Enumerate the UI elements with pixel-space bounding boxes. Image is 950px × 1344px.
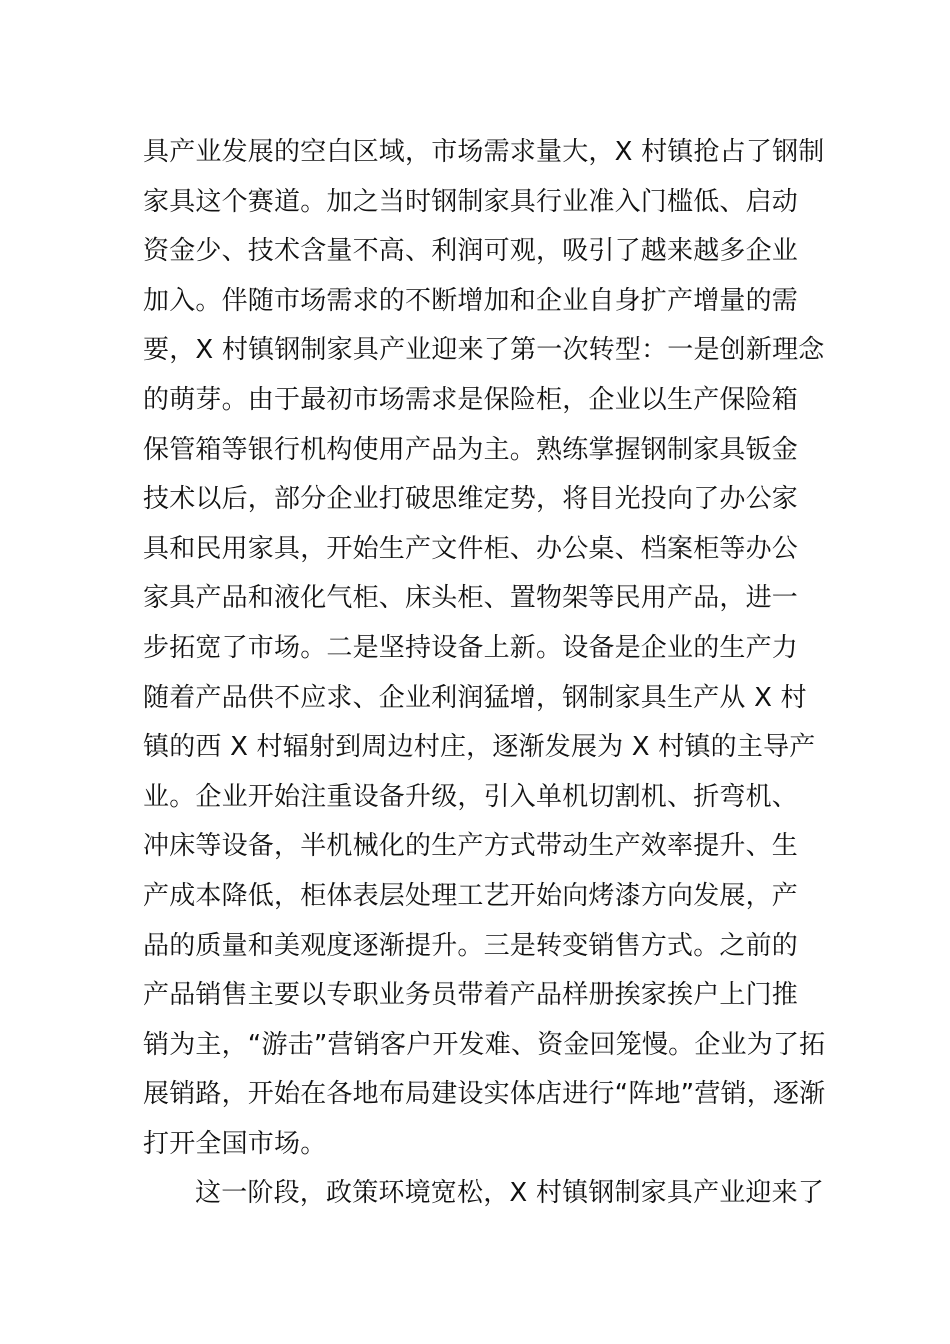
text-line: 的萌芽。由于最初市场需求是保险柜，企业以生产保险箱 (143, 384, 799, 415)
body-text (143, 128, 826, 1219)
text-line: 展销路，开始在各地布局建设实体店进行“阵地”营销，逐渐 (143, 1079, 826, 1110)
text-line: 打开全国市场。 (143, 1128, 327, 1159)
text-line: 产成本降低，柜体表层处理工艺开始向烤漆方向发展，产 (143, 880, 799, 911)
text-line: 要，X 村镇钢制家具产业迎来了第一次转型：一是创新理念 (143, 335, 825, 366)
text-line: 品的质量和美观度逐渐提升。三是转变销售方式。之前的 (143, 930, 799, 961)
text-line: 产品销售主要以专职业务员带着产品样册挨家挨户上门推 (143, 980, 799, 1011)
text-line: 随着产品供不应求、企业利润猛增，钢制家具生产从 X 村 (143, 682, 807, 713)
text-line: 家具这个赛道。加之当时钢制家具行业准入门槛低、启动 (143, 186, 799, 217)
text-line: 步拓宽了市场。二是坚持设备上新。设备是企业的生产力 (143, 632, 799, 663)
text-line: 具和民用家具，开始生产文件柜、办公桌、档案柜等办公 (143, 533, 799, 564)
text-line: 保管箱等银行机构使用产品为主。熟练掌握钢制家具钣金 (143, 434, 799, 465)
text-line: 资金少、技术含量不高、利润可观，吸引了越来越多企业 (143, 236, 799, 267)
text-line: 具产业发展的空白区域，市场需求量大，X 村镇抢占了钢制 (143, 137, 825, 167)
text-line: 加入。伴随市场需求的不断增加和企业自身扩产增量的需 (143, 285, 799, 316)
paragraph-start-line: 这一阶段，政策环境宽松，X 村镇钢制家具产业迎来了 (195, 1178, 825, 1209)
text-line: 销为主，“游击”营销客户开发难、资金回笼慢。企业为了拓 (143, 1029, 826, 1060)
text-line: 技术以后，部分企业打破思维定势，将目光投向了办公家 (143, 484, 799, 515)
text-line: 镇的西 X 村辐射到周边村庄，逐渐发展为 X 村镇的主导产 (143, 732, 816, 763)
text-line: 业。企业开始注重设备升级，引入单机切割机、折弯机、 (143, 781, 799, 812)
text-line: 家具产品和液化气柜、床头柜、置物架等民用产品，进一 (143, 583, 799, 614)
text-line: 冲床等设备，半机械化的生产方式带动生产效率提升、生 (143, 831, 799, 862)
